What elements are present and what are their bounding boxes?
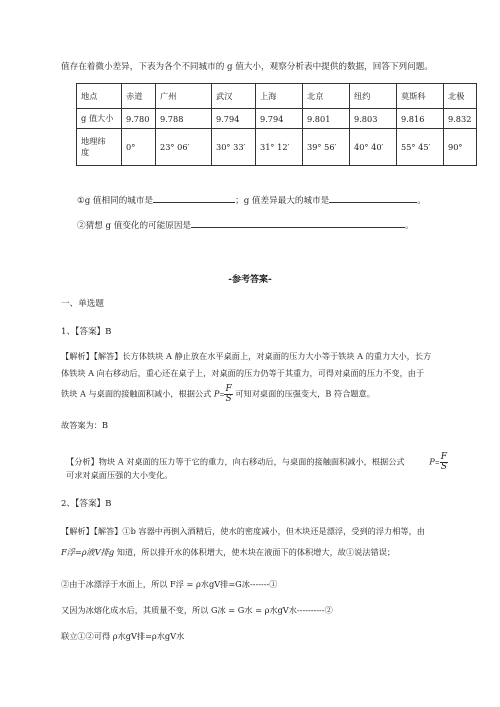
formula-denominator: S: [225, 394, 232, 404]
analysis-text: 【分析】物块 A 对桌面的压力等于它的重力，向右移动后，与桌面的接触面积减小，根据公式: [66, 456, 405, 467]
table-row: [77, 129, 477, 166]
table-cell: 0°: [122, 129, 156, 166]
table-cell: 9.803: [350, 109, 397, 129]
table-cell: 武汉: [212, 84, 256, 109]
table-cell: g 值大小: [77, 109, 122, 129]
table-cell: [77, 129, 122, 166]
table-cell: 赤道: [122, 84, 156, 109]
q1-end: 。: [417, 196, 426, 206]
section-heading: 一、单选题: [61, 299, 104, 309]
table-cell: 9.816: [397, 109, 444, 129]
analysis-line: [61, 385, 375, 404]
q1-text-b: ；g 值差异最大的城市是: [235, 196, 330, 206]
answer-line: 故答案为：B: [61, 420, 108, 430]
answer-1-heading: 1、【答案】B: [61, 327, 112, 337]
table-cell: 9.794: [212, 109, 256, 129]
table-cell: 40° 40′: [350, 129, 397, 166]
table-cell: 地点: [77, 84, 122, 109]
table-cell: 9.780: [122, 109, 156, 129]
analysis-line: 联立①②可得 ρ水gV排=ρ水gV水: [61, 631, 185, 641]
question-2: [77, 218, 414, 232]
analysis-line: 体铁块 A 向右移动后，重心还在桌子上，对桌面的压力仍等于其重力，可得对桌面的压力不变，由于: [61, 368, 425, 378]
q2-text: ②猜想 g 值变化的可能原因是: [77, 221, 192, 231]
buoyancy-formula: F浮=ρ液V排g: [61, 547, 115, 557]
table-cell: 90°: [444, 129, 477, 166]
analysis-text: 铁块 A 与桌面的接触面积减小，根据公式: [61, 388, 212, 399]
analysis-text: 知道，所以排开水的体积增大，使木块在液面下的体积增大，故①说法错误；: [116, 547, 396, 557]
table-cell: 55° 45′: [397, 129, 444, 166]
formula-fraction: [440, 453, 448, 472]
table-cell: 39° 56′: [303, 129, 350, 166]
latitude-label-line2: 度: [81, 147, 90, 157]
formula-p: P: [429, 456, 435, 467]
table-cell: 莫斯科: [397, 84, 444, 109]
table-cell: 9.794: [256, 109, 303, 129]
pressure-formula: [429, 453, 448, 472]
formula-eq: =: [219, 391, 225, 399]
formula-eq: =: [434, 459, 440, 467]
analysis-line: 【解析】【解答】①b 容器中再倒入酒精后，使水的密度减小，但木块还是漂浮，受到的浮力相等，由: [61, 526, 425, 536]
formula-denominator: S: [440, 462, 447, 472]
formula-fraction: [224, 385, 232, 404]
table-cell: 30° 33′: [212, 129, 256, 166]
table-cell: 9.832: [444, 109, 477, 129]
formula-numerator: F: [440, 452, 448, 462]
formula-p: P: [213, 388, 220, 399]
answer-blank: [329, 193, 417, 203]
formula-numerator: F: [225, 384, 232, 394]
q1-text-a: ①g 值相同的城市是: [77, 196, 154, 206]
analysis-line: 又因为冰熔化成水后，其质量不变，所以 G冰 = G水 = ρ水gV水----------②: [61, 605, 333, 615]
table-cell: 上海: [256, 84, 303, 109]
answer-blank: [153, 193, 235, 203]
answer-blank: [191, 218, 405, 228]
pressure-formula: [214, 385, 233, 404]
table-cell: 北极: [444, 84, 477, 109]
q2-end: 。: [405, 221, 414, 231]
table-cell: 北京: [303, 84, 350, 109]
question-1: [77, 193, 426, 207]
table-cell: 23° 06′: [156, 129, 212, 166]
table-cell: 9.788: [156, 109, 212, 129]
g-value-table: [76, 83, 477, 166]
latitude-label-line1: 地理纬: [81, 136, 106, 146]
analysis-line: ②由于冰漂浮于水面上，所以 F浮 = ρ水gV排=G冰-------①: [61, 579, 278, 589]
table-cell: 31° 12′: [256, 129, 303, 166]
analysis-line: 可求对桌面压强的大小变化。: [66, 470, 173, 480]
table-row: [77, 109, 477, 129]
intro-text: 值存在着微小差异，下表为各个不同城市的 g 值大小，观察分析表中提供的数据，回答下列问题。: [61, 62, 433, 72]
table-cell: 9.801: [303, 109, 350, 129]
answer-2-heading: 2、【答案】B: [61, 499, 112, 509]
analysis-line: 【解析】【解答】长方体铁块 A 静止放在水平桌面上，对桌面的压力大小等于铁块 A 的重力大小，长方: [61, 351, 432, 361]
analysis-line: [61, 546, 395, 558]
table-cell: 纽约: [350, 84, 397, 109]
analysis-text: 可知对桌面的压强变大，B 符合题意。: [235, 388, 375, 399]
answers-title: -参考答案-: [228, 275, 272, 285]
table-row: [77, 84, 477, 109]
table-cell: 广州: [156, 84, 212, 109]
